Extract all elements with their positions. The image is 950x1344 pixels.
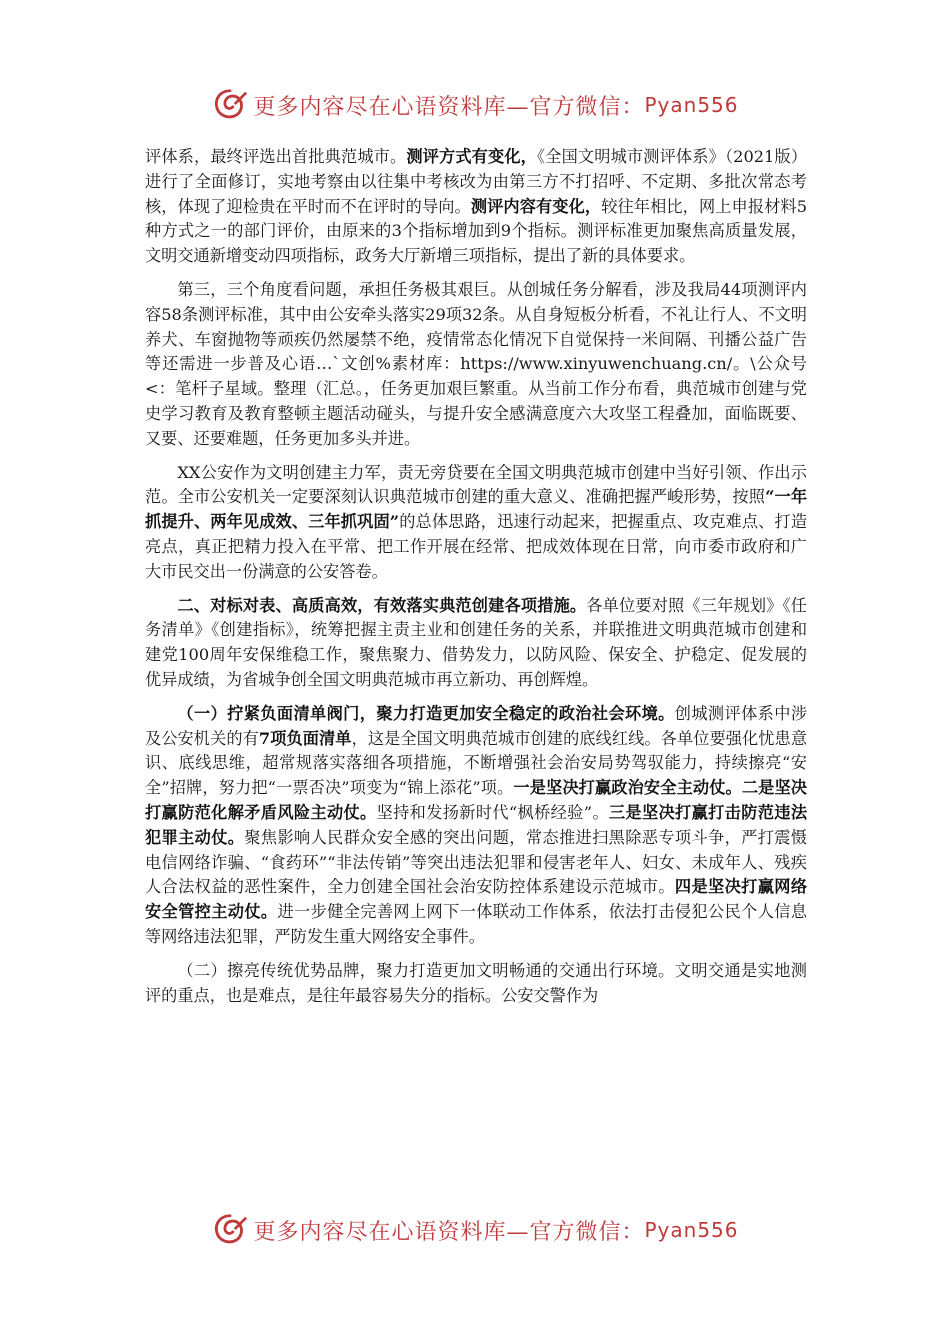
bold-text-run: （一）拧紧负面清单阀门，聚力打造更加安全稳定的政治社会环境。 bbox=[177, 703, 675, 723]
bold-text-run: 测评方式有变化， bbox=[406, 147, 538, 166]
text-run: 各单位要对照《三年规划》《任务清单》《创建指标》，统筹把握主责主业和创建任务的关系，并联推进文明典范城市创建和建党100周年安保维稳工作，聚焦聚力、借势发力，以防风险、保安全、护稳定、促发展的优异成绩，为省城争创全国文明典范城市再立新功、再创辉煌。 bbox=[145, 595, 807, 689]
paragraph bbox=[145, 461, 807, 585]
footer-banner bbox=[0, 1208, 950, 1252]
banner-wechat-id: Pyan556 bbox=[644, 93, 739, 117]
paragraph bbox=[145, 702, 807, 950]
text-run: 创城测评体系中涉及公安机关的有 bbox=[145, 703, 808, 748]
banner-title: 更多内容尽在心语资料库—官方微信： bbox=[253, 1219, 645, 1245]
text-run: 进一步健全完善网上网下一体联动工作体系，依法打击侵犯公民个人信息等网络违法犯罪，严防发生重大网络安全事件。 bbox=[145, 902, 808, 946]
bold-text-run: 三是坚决打赢打击防范违法犯罪主动仗。 bbox=[145, 802, 808, 847]
bold-text-run: 二、对标对表、高质高效，有效落实典范创建各项措施。 bbox=[177, 595, 587, 615]
bold-text-run: 7项负面清单 bbox=[258, 728, 352, 748]
pen-spiral-logo-icon bbox=[211, 86, 249, 124]
banner-wechat-id: Pyan556 bbox=[644, 1218, 739, 1242]
text-run: 聚焦影响人民群众安全感的突出问题，常态推进扫黑除恶专项斗争，严打震慑电信网络诈骗、“食药环”“非法传销”等突出违法犯罪和侵害老年人、妇女、未成年人、残疾人合法权益的恶性案件，全力创建全国社会治安防控体系建设示范城市。 bbox=[145, 827, 808, 897]
bold-text-run: 四是坚决打赢网络安全管控主动仗。 bbox=[145, 877, 808, 922]
text-run: 较往年相比，网上申报材料5种方式之一的部门评价，由原来的3个指标增加到9个指标。测评标准更加聚焦高质量发展，文明交通新增变动四项指标，政务大厅新增三项指标，提出了新的具体要求。 bbox=[145, 196, 807, 266]
text-run: （二）擦亮传统优势品牌，聚力打造更加文明畅通的交通出行环境。文明交通是实地测评的重点，也是难点，是往年最容易失分的指标。公安交警作为 bbox=[145, 960, 807, 1005]
bold-text-run: “一年抓提升、两年见成效、三年抓巩固” bbox=[145, 487, 808, 532]
text-run: 《全国文明城市测评体系》（2021版）进行了全面修订，实地考察由以往集中考核改为由第三方不打招呼、不定期、多批次常态考核，体现了迎检贵在平时而不在评时的导向。 bbox=[145, 147, 808, 216]
bold-text-run: 测评内容有变化， bbox=[470, 196, 602, 216]
text-run: 评体系，最终评选出首批典范城市。 bbox=[145, 147, 407, 166]
pen-spiral-logo-icon bbox=[211, 1211, 249, 1249]
paragraph bbox=[145, 145, 807, 269]
header-banner bbox=[0, 83, 950, 127]
text-run: ，这是全国文明典范城市创建的底线红线。各单位要强化忧患意识、底线思维，超常规落实落细各项措施，不断增强社会治安局势驾驭能力，持续擦亮“安全”招牌，努力把“一票否决”项变为“锦上添花”项。 bbox=[145, 728, 808, 798]
text-run: 坚持和发扬新时代“枫桥经验”。 bbox=[376, 802, 609, 822]
document-body bbox=[145, 145, 807, 1017]
paragraph bbox=[145, 278, 807, 452]
paragraph bbox=[145, 594, 807, 693]
text-run: 的总体思路，迅速行动起来，把握重点、攻克难点、打造亮点，真正把精力投入在平常、把工作开展在经常、把成效体现在日常，向市委市政府和广大市民交出一份满意的公安答卷。 bbox=[145, 512, 808, 581]
text-run: 第三，三个角度看问题，承担任务极其艰巨。从创城任务分解看，涉及我局44项测评内容58条测评标准，其中由公安牵头落实29项32条。从自身短板分析看，不礼让行人、不文明养犬、车窗抛物等顽疾仍然屡禁不绝，疫情常态化情况下自觉保持一米间隔、刊播公益广告等还需进一步普及心语…`文创%素材库：https://www.xinyuwenchuang.cn/。\公众号<：笔杆子星域。整理（汇总。，任务更加艰巨繁重。从当前工作分布看，典范城市创建与党史学习教育及教育整顿主题活动碰头，与提升安全感满意度六大攻坚工程叠加，面临既要、又要、还要难题，任务更加多头并进。 bbox=[145, 279, 807, 448]
text-run: XX公安作为文明创建主力军，责无旁贷要在全国文明典范城市创建中当好引领、作出示范。全市公安机关一定要深刻认识典范城市创建的重大意义、准确把握严峻形势，按照 bbox=[145, 462, 807, 507]
bold-text-run: 一是坚决打赢政治安全主动仗。二是坚决打赢防范化解矛盾风险主动仗。 bbox=[145, 778, 807, 822]
paragraph bbox=[145, 959, 807, 1009]
banner-title: 更多内容尽在心语资料库—官方微信： bbox=[253, 94, 645, 120]
